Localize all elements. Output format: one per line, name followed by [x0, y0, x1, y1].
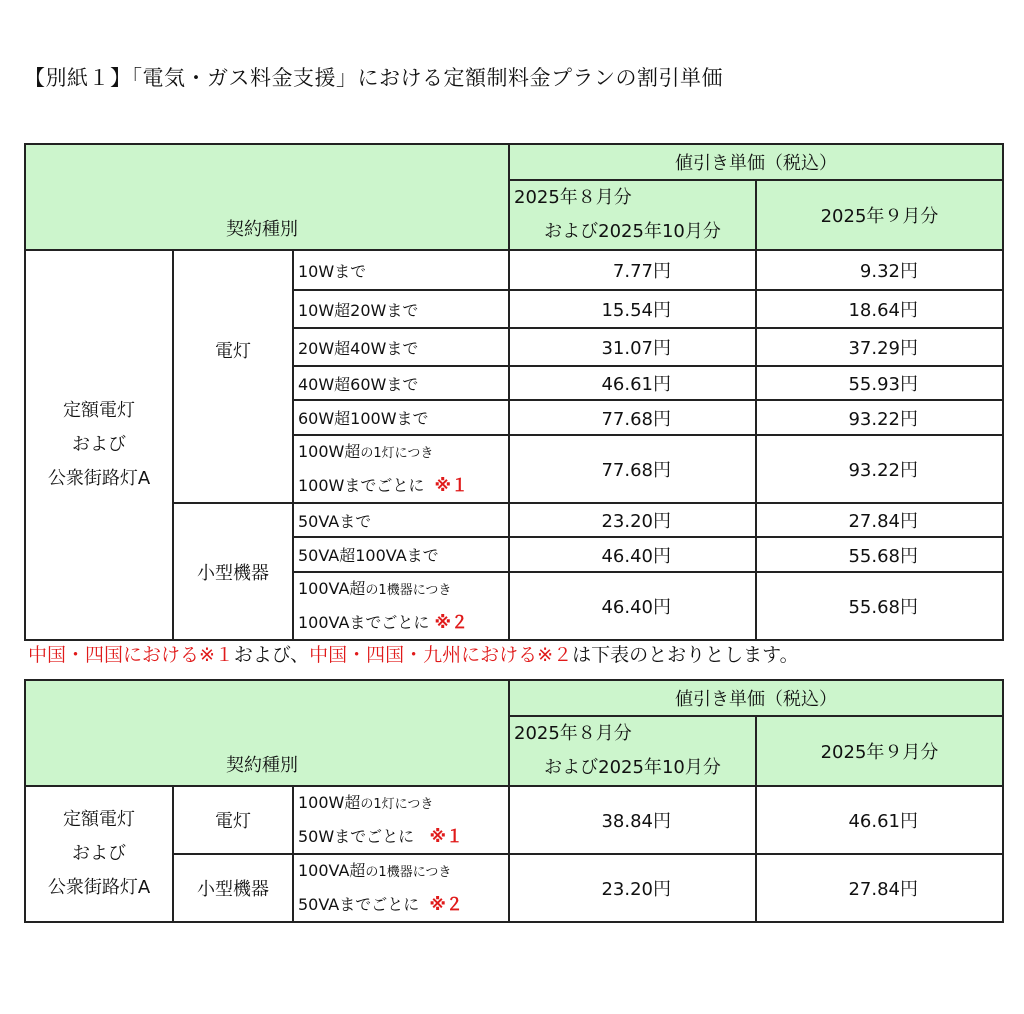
spec-cell-per-lamp: 100W超の1灯につき 50Wまでごとに ※１ [293, 786, 509, 854]
unit-price-header: 値引き単価（税込） [509, 144, 1003, 180]
subcategory-small-device: 小型機器 [173, 503, 293, 640]
period-aug-oct-header: 2025年８月分 および2025年10月分 [509, 716, 756, 786]
spec-cell: 10Wまで [293, 250, 509, 290]
price-aug: 77.68円 [509, 435, 756, 503]
subcategory-small-device: 小型機器 [173, 854, 293, 922]
price-sep: 55.93円 [756, 366, 1003, 400]
period-sep-header: 2025年９月分 [756, 716, 1003, 786]
regional-note: 中国・四国における※１および、中国・四国・九州における※２は下表のとおりとします。 [28, 644, 799, 666]
spec-cell: 10W超20Wまで [293, 290, 509, 328]
price-sep: 55.68円 [756, 537, 1003, 572]
price-aug: 46.40円 [509, 572, 756, 640]
price-aug: 23.20円 [509, 503, 756, 537]
spec-cell-per-lamp: 100W超の1灯につき 100Wまでごとに ※１ [293, 435, 509, 503]
spec-cell: 20W超40Wまで [293, 328, 509, 366]
period-sep-header: 2025年９月分 [756, 180, 1003, 250]
page-title: 【別紙１】「電気・ガス料金支援」における定額制料金プランの割引単価 [24, 66, 723, 90]
price-aug: 7.77円 [509, 250, 756, 290]
price-sep: 18.64円 [756, 290, 1003, 328]
contract-type-header: 契約種別 [25, 144, 509, 250]
price-aug: 38.84円 [509, 786, 756, 854]
price-sep: 37.29円 [756, 328, 1003, 366]
note-ref-1: ※１ [429, 827, 463, 847]
price-aug: 46.61円 [509, 366, 756, 400]
price-sep: 55.68円 [756, 572, 1003, 640]
price-aug: 46.40円 [509, 537, 756, 572]
spec-cell-per-device: 100VA超の1機器につき 100VAまでごとに ※２ [293, 572, 509, 640]
spec-cell: 50VA超100VAまで [293, 537, 509, 572]
price-sep: 9.32円 [756, 250, 1003, 290]
note-ref-2: ※２ [429, 895, 463, 915]
discount-table-main [24, 143, 1004, 641]
note-ref-2: ※２ [434, 613, 469, 633]
price-sep: 27.84円 [756, 854, 1003, 922]
spec-cell: 60W超100Wまで [293, 400, 509, 435]
unit-price-header: 値引き単価（税込） [509, 680, 1003, 716]
discount-table-regional [24, 679, 1004, 923]
period-aug-oct-header: 2025年８月分 および2025年10月分 [509, 180, 756, 250]
spec-cell-per-device: 100VA超の1機器につき 50VAまでごとに ※２ [293, 854, 509, 922]
spec-cell: 40W超60Wまで [293, 366, 509, 400]
note-ref-1: ※１ [434, 476, 469, 496]
price-sep: 27.84円 [756, 503, 1003, 537]
price-aug: 15.54円 [509, 290, 756, 328]
subcategory-lamp: 電灯 [173, 786, 293, 854]
price-aug: 23.20円 [509, 854, 756, 922]
price-aug: 77.68円 [509, 400, 756, 435]
subcategory-lamp: 電灯 [173, 250, 293, 503]
price-sep: 46.61円 [756, 786, 1003, 854]
spec-cell: 50VAまで [293, 503, 509, 537]
contract-type-header: 契約種別 [25, 680, 509, 786]
price-sep: 93.22円 [756, 435, 1003, 503]
price-sep: 93.22円 [756, 400, 1003, 435]
category-fixed-lamp: 定額電灯 および 公衆街路灯A [25, 786, 173, 922]
category-fixed-lamp: 定額電灯 および 公衆街路灯A [25, 250, 173, 640]
price-aug: 31.07円 [509, 328, 756, 366]
